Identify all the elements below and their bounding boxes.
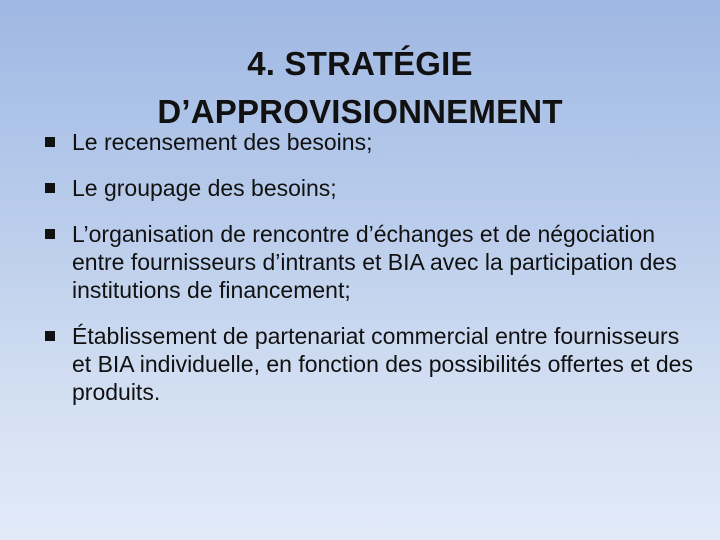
slide-title-line-1: 4. STRATÉGIE [247,45,473,83]
bullet-item-partenariat [44,322,694,406]
square-bullet-icon [45,183,55,193]
bullet-text: L’organisation de rencontre d’échanges et de négociation entre fournisseurs d’intrants et BIA avec la participation des institutions de financement; [72,221,677,303]
bullet-text: Le recensement des besoins; [72,129,373,155]
bullet-item-organisation [44,220,694,304]
bullet-text: Le groupage des besoins; [72,175,337,201]
bullet-list [44,128,694,424]
square-bullet-icon [45,229,55,239]
slide-title [40,40,680,136]
bullet-text: Établissement de partenariat commercial entre fournisseurs et BIA individuelle, en fonction des possibilités offertes et des produits. [72,323,693,405]
square-bullet-icon [45,137,55,147]
bullet-item-groupage [44,174,694,202]
bullet-item-recensement [44,128,694,156]
slide-title-line-2: D’APPROVISIONNEMENT [157,93,563,131]
square-bullet-icon [45,331,55,341]
